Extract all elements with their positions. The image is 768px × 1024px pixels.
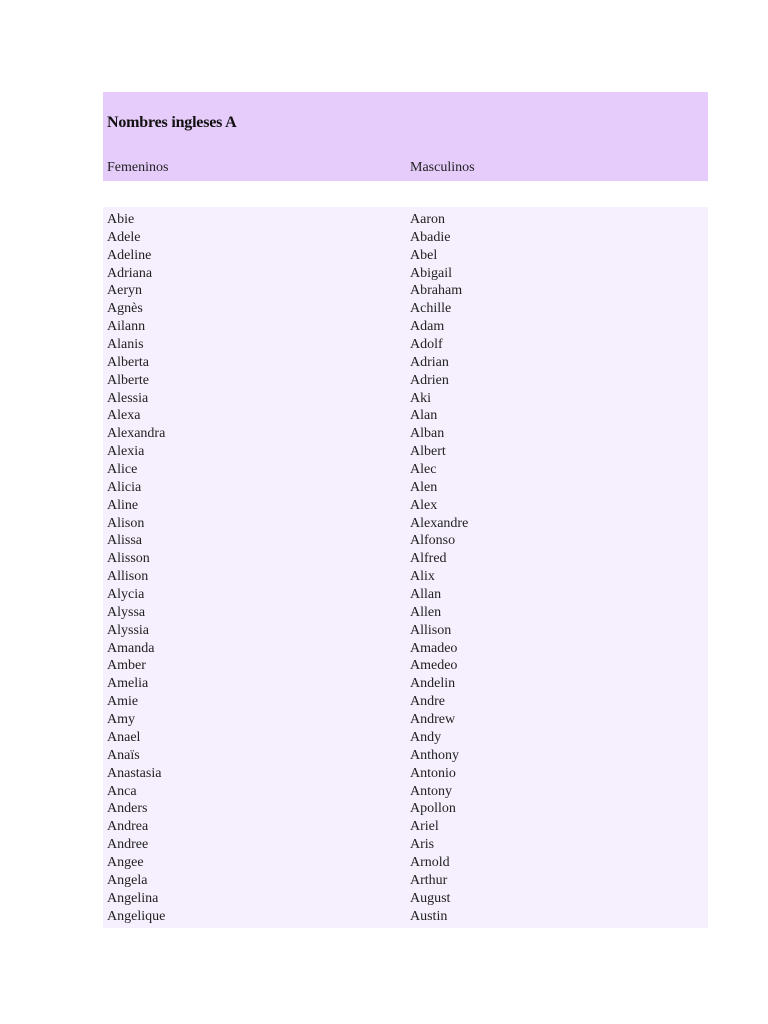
female-name-item: Amber [107, 658, 146, 674]
male-names-column [410, 211, 468, 925]
female-name-item: Agnès [107, 301, 143, 317]
female-name-item: Andrea [107, 819, 149, 835]
female-name-item: Anca [107, 783, 137, 799]
female-name-item: Alisson [107, 551, 150, 567]
male-name-item: Alfred [410, 551, 447, 567]
female-name-item: Anael [107, 729, 141, 745]
female-name-item: Alberte [107, 372, 149, 388]
male-name-item: Arthur [410, 872, 448, 888]
male-name-item: Allison [410, 622, 452, 638]
male-name-item: Andrew [410, 712, 456, 728]
male-name-item: Alec [410, 462, 437, 478]
female-name-item: Adele [107, 229, 141, 245]
female-name-item: Alyssa [107, 604, 146, 620]
male-name-item: Alban [410, 426, 445, 442]
female-name-item: Angelique [107, 908, 166, 924]
names-table [103, 207, 708, 928]
male-name-item: Allen [410, 604, 442, 620]
male-name-item: Alfonso [410, 533, 456, 549]
male-name-item: Abadie [410, 229, 451, 245]
male-name-item: Adrian [410, 354, 449, 370]
male-name-item: Amadeo [410, 640, 458, 656]
male-name-item: Anthony [410, 747, 459, 763]
male-name-item: Albert [410, 444, 446, 460]
male-name-item: Aki [410, 390, 431, 406]
female-name-item: Alessia [107, 390, 149, 406]
female-name-item: Allison [107, 569, 149, 585]
male-name-item: Antonio [410, 765, 456, 781]
male-name-item: Adrien [410, 372, 449, 388]
female-name-item: Angelina [107, 890, 159, 906]
male-name-item: Antony [410, 783, 452, 799]
male-name-item: Alex [410, 497, 438, 513]
female-name-item: Amelia [107, 676, 149, 692]
page-title: Nombres ingleses A [107, 114, 237, 131]
table-header-panel [103, 92, 708, 181]
female-name-item: Alice [107, 462, 138, 478]
male-name-item: Apollon [410, 801, 456, 817]
female-name-item: Anaïs [107, 747, 140, 763]
female-name-item: Anastasia [107, 765, 162, 781]
male-name-item: Austin [410, 908, 448, 924]
male-name-item: Abigail [410, 265, 452, 281]
male-name-item: Andy [410, 729, 442, 745]
female-name-item: Anders [107, 801, 148, 817]
female-name-item: Ailann [107, 319, 146, 335]
female-name-item: Alyssia [107, 622, 149, 638]
male-name-item: Aris [410, 837, 435, 853]
female-name-item: Aeryn [107, 283, 142, 299]
male-name-item: Adam [410, 319, 445, 335]
male-name-item: Abraham [410, 283, 463, 299]
male-name-item: Andelin [410, 676, 456, 692]
female-name-item: Abie [107, 212, 135, 227]
female-name-item: Angela [107, 872, 148, 888]
male-name-item: Abel [410, 247, 438, 263]
female-name-item: Aline [107, 497, 139, 513]
female-name-item: Alissa [107, 533, 142, 549]
female-name-item: Adeline [107, 247, 152, 263]
female-name-item: Alberta [107, 354, 149, 370]
female-name-item: Amie [107, 694, 139, 710]
female-name-item: Andree [107, 837, 149, 853]
male-name-item: August [410, 890, 451, 906]
female-names-column [107, 211, 165, 925]
male-name-item: Alexandre [410, 515, 469, 531]
female-name-item: Alexa [107, 408, 141, 424]
male-name-item: Alen [410, 479, 438, 495]
female-name-item: Angee [107, 854, 144, 870]
male-name-item: Amedeo [410, 658, 458, 674]
male-name-item: Allan [410, 587, 442, 603]
female-name-item: Amanda [107, 640, 155, 656]
female-name-item: Alexandra [107, 426, 166, 442]
female-name-item: Alanis [107, 337, 144, 353]
female-name-item: Alison [107, 515, 145, 531]
column-header-male: Masculinos [410, 160, 475, 175]
female-name-item: Alexia [107, 444, 145, 460]
female-name-item: Amy [107, 712, 135, 728]
female-name-item: Adriana [107, 265, 153, 281]
column-header-female: Femeninos [107, 160, 169, 175]
male-name-item: Aaron [410, 212, 445, 227]
male-name-item: Adolf [410, 337, 443, 353]
male-name-item: Alix [410, 569, 435, 585]
female-name-item: Alycia [107, 587, 145, 603]
male-name-item: Alan [410, 408, 438, 424]
female-name-item: Alicia [107, 479, 142, 495]
male-name-item: Ariel [410, 819, 439, 835]
male-name-item: Arnold [410, 854, 450, 870]
male-name-item: Andre [410, 694, 445, 710]
male-name-item: Achille [410, 301, 452, 317]
